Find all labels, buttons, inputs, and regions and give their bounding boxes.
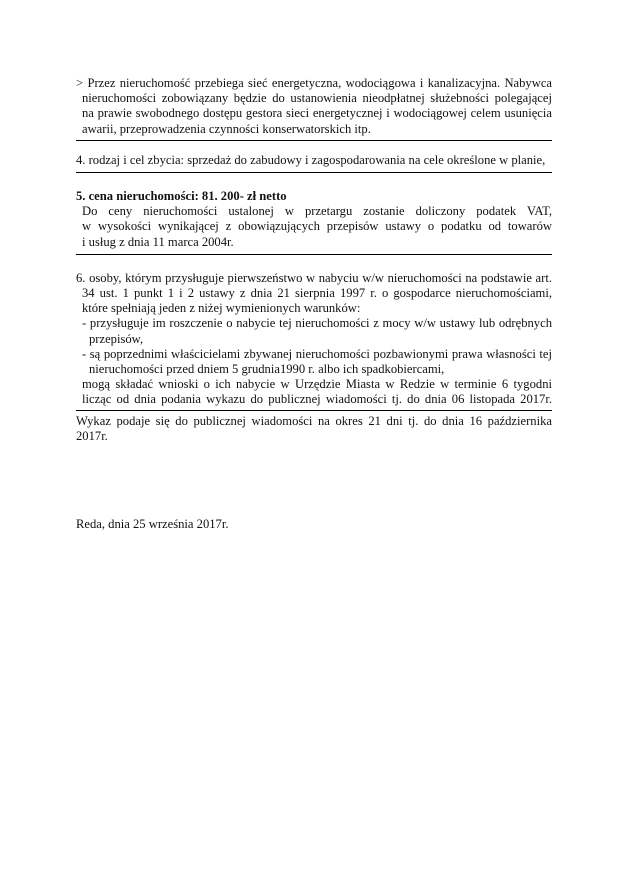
text-line: awarii, przeprowadzenia czynności konserwatorskich itp. <box>82 121 371 136</box>
place-and-date <box>76 517 552 532</box>
text-line: które spełniają jeden z niżej wymienionych warunków: <box>82 301 361 316</box>
section-priority-persons <box>76 271 552 411</box>
text-line: w wysokości wynikającej z obowiązujących przepisów ustawy o podatku od towarów <box>82 219 552 234</box>
section-publication-period <box>76 414 552 444</box>
text-line: 4. rodzaj i cel zbycia: sprzedaż do zabudowy i zagospodarowania na cele określone w planie, <box>76 152 546 167</box>
text-line: - są poprzednimi właścicielami zbywanej nieruchomości pozbawionymi prawa własności tej <box>82 346 552 361</box>
place-date-text: Reda, dnia 25 września 2017r. <box>76 517 229 532</box>
text-line: nieruchomości zobowiązany będzie do ustanowienia nieodpłatnej służebności polegającej <box>82 91 552 106</box>
text-line: i usług z dnia 11 marca 2004r. <box>82 234 234 249</box>
text-line: 6. osoby, którym przysługuje pierwszeństwo w nabyciu w/w nieruchomości na podstawie art. <box>76 270 552 285</box>
section-price <box>76 189 552 255</box>
document-page <box>76 76 552 532</box>
text-line: Wykaz podaje się do publicznej wiadomości na okres 21 dni tj. do dnia 16 października <box>76 413 552 428</box>
text-line: > Przez nieruchomość przebiega sieć energetyczna, wodociągowa i kanalizacyjna. Nabywca <box>76 76 552 90</box>
text-line: 2017r. <box>76 428 108 443</box>
text-line: - przysługuje im roszczenie o nabycie tej nieruchomości z mocy w/w ustawy lub odrębnych <box>82 316 552 331</box>
text-line: mogą składać wnioski o ich nabycie w Urzędzie Miasta w Redzie w terminie 6 tygodni <box>82 377 552 392</box>
text-line: na prawie swobodnego dostępu gestora sieci energetycznej i wodociągowej celem usunięcia <box>82 106 552 121</box>
text-line: licząc od dnia podania wykazu do publicznej wiadomości tj. do dnia 06 listopada 2017r. <box>82 392 552 407</box>
text-line: przepisów, <box>89 331 144 346</box>
price-heading: 5. cena nieruchomości: 81. 200- zł netto <box>76 189 287 204</box>
text-line: 34 ust. 1 punkt 1 i 2 ustawy z dnia 21 sierpnia 1997 r. o gospodarce nieruchomościami, <box>82 286 552 301</box>
section-purpose-of-sale <box>76 153 552 173</box>
text-line: nieruchomości przed dniem 5 grudnia1990 r. albo ich spadkobiercami, <box>89 362 445 377</box>
section-utilities-easement <box>76 76 552 141</box>
text-line: Do ceny nieruchomości ustalonej w przetargu zostanie doliczony podatek VAT, <box>82 204 552 219</box>
